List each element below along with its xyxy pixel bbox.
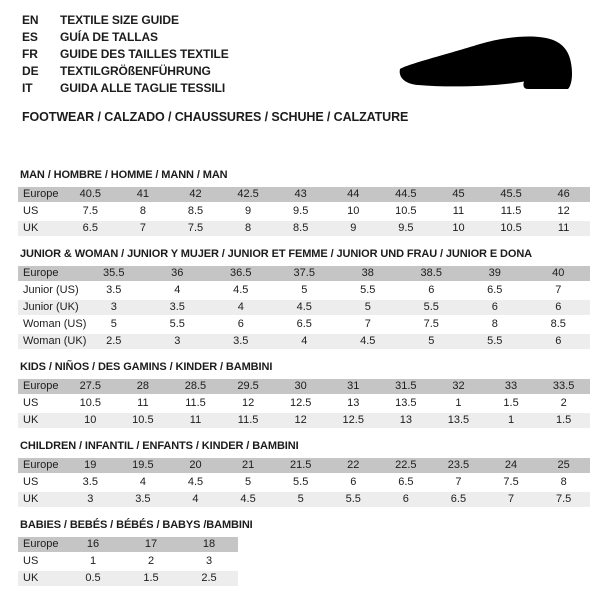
size-cell: 45 [452,188,465,200]
size-cell: 33 [504,380,518,392]
size-cell: 21.5 [289,459,312,471]
size-cell: 30 [294,380,307,392]
size-cell: 3 [87,493,94,505]
size-row [18,458,590,473]
language-line [22,45,229,62]
language-code: ES [22,29,38,44]
size-cell: 22.5 [395,459,417,471]
size-cell: 0.5 [85,572,101,584]
language-code: IT [22,80,33,95]
size-row [18,221,590,236]
size-cell: 6 [428,284,435,296]
size-cell: 7 [455,476,462,488]
size-cell: 6 [237,318,244,330]
row-label: US [23,205,39,217]
table-title-children: CHILDREN / INFANTIL / ENFANTS / KINDER / BAMBINI [20,440,299,452]
size-cell: 31.5 [395,380,417,392]
size-cell: 4.5 [240,493,256,505]
size-table-babies [18,537,238,586]
language-line [22,28,229,45]
size-cell: 6 [402,493,409,505]
size-cell: 5 [245,476,252,488]
size-cell: 9.5 [398,222,414,234]
size-cell: 40.5 [79,188,101,200]
row-label: Europe [23,380,59,392]
size-row [18,334,590,349]
language-line [22,79,229,96]
size-cell: 2.5 [106,335,122,347]
size-cell: 8.5 [187,205,204,217]
language-label: TEXTILE SIZE GUIDE [60,12,179,27]
size-cell: 10 [452,222,465,234]
row-label: US [23,555,39,567]
size-row [18,300,590,315]
size-cell: 29.5 [237,380,259,392]
size-cell: 5 [364,301,371,313]
size-cell: 13 [399,414,412,426]
section-man [18,169,590,236]
size-tables [18,169,590,598]
size-cell: 45.5 [500,188,522,200]
language-label: GUIDE DES TAILLES TEXTILE [60,46,229,61]
size-cell: 17 [144,538,158,550]
size-cell: 40 [552,267,565,279]
size-row [18,537,238,552]
size-cell: 5.5 [293,476,309,488]
size-cell: 2 [560,397,567,409]
size-cell: 8 [560,476,567,488]
row-label: Woman (UK) [23,335,87,347]
row-label: UK [23,222,39,234]
size-cell: 8 [139,205,146,217]
size-cell: 35.5 [103,267,125,279]
size-cell: 5.5 [360,284,376,296]
size-cell: 36.5 [230,267,252,279]
size-cell: 4 [192,493,199,505]
size-cell: 4 [174,284,181,296]
size-cell: 13.5 [395,397,417,409]
size-cell: 4.5 [296,301,312,313]
size-cell: 3.5 [135,493,151,505]
size-cell: 7.5 [187,222,204,234]
size-cell: 6.5 [398,476,414,488]
size-cell: 6.5 [296,318,312,330]
size-cell: 8.5 [293,222,309,234]
language-code: FR [22,46,38,61]
size-cell: 42 [189,188,202,200]
size-cell: 2 [147,555,155,567]
size-cell: 6 [555,335,562,347]
size-table-junior-woman [18,266,590,349]
size-cell: 12 [557,205,570,217]
size-cell: 3 [205,555,213,567]
table-title-man: MAN / HOMBRE / HOMME / MANN / MAN [20,169,228,181]
size-cell: 18 [202,538,216,550]
language-line [22,62,229,79]
size-cell: 37.5 [293,267,315,279]
size-cell: 11.5 [185,397,206,409]
size-cell: 4 [139,476,146,488]
size-cell: 1 [507,414,515,426]
size-cell: 7.5 [555,493,572,505]
size-row [18,266,590,281]
section-kids [18,361,590,428]
size-cell: 3.5 [233,335,249,347]
size-cell: 9 [350,222,357,234]
category-title: FOOTWEAR / CALZADO / CHAUSSURES / SCHUHE / CALZATURE [22,110,409,124]
size-cell: 8.5 [550,318,566,330]
size-cell: 7 [507,493,515,505]
size-cell: 44 [347,188,360,200]
size-cell: 3.5 [169,301,185,313]
size-cell: 24 [504,459,518,471]
language-code: DE [22,63,39,78]
size-cell: 10.5 [395,205,417,217]
size-cell: 33.5 [552,380,575,392]
size-cell: 1.5 [555,414,572,426]
size-cell: 6.5 [487,284,503,296]
row-label: Europe [23,267,59,279]
language-code: EN [22,12,39,27]
size-cell: 7.5 [82,205,98,217]
size-cell: 5.5 [487,335,503,347]
row-label: UK [23,572,39,584]
size-row [18,413,590,428]
table-title-babies: BABIES / BEBÉS / BÉBÉS / BABYS /BAMBINI [20,519,253,531]
language-label: TEXTILGRÖßENFÜHRUNG [60,63,211,78]
size-cell: 12.5 [289,397,312,409]
size-cell: 5 [110,318,117,330]
size-cell: 42.5 [237,188,259,200]
size-cell: 43 [294,188,307,200]
size-cell: 8 [491,318,498,330]
size-cell: 44.5 [395,188,417,200]
size-cell: 41 [136,188,150,200]
size-cell: 1.5 [143,572,159,584]
size-row [18,554,238,569]
size-cell: 4.5 [360,335,376,347]
size-cell: 6 [555,301,562,313]
size-row [18,571,238,586]
size-cell: 13 [347,397,360,409]
size-cell: 7.5 [423,318,439,330]
size-table-children [18,458,590,507]
size-cell: 5 [297,493,304,505]
section-junior-woman [18,248,590,349]
row-label: Junior (US) [23,284,79,296]
size-cell: 28 [136,380,150,392]
size-cell: 12 [294,414,307,426]
size-cell: 10 [84,414,97,426]
size-cell: 46 [557,188,570,200]
row-label: UK [23,493,39,505]
size-cell: 7 [555,284,562,296]
section-babies [18,519,590,586]
section-children [18,440,590,507]
size-cell: 2.5 [201,572,217,584]
size-table-kids [18,379,590,428]
size-cell: 20 [189,459,202,471]
size-row [18,187,590,202]
size-cell: 27.5 [79,380,101,392]
size-cell: 6 [491,301,498,313]
size-cell: 5.5 [345,493,361,505]
size-cell: 7 [364,318,371,330]
size-cell: 19.5 [132,459,154,471]
size-cell: 1 [89,555,97,567]
size-row [18,204,590,219]
size-row [18,492,590,507]
language-label: GUÍA DE TALLAS [60,29,158,44]
size-cell: 11 [452,205,465,217]
size-cell: 4.5 [233,284,249,296]
row-label: Europe [23,188,59,200]
size-cell: 16 [86,538,100,550]
size-cell: 11.5 [500,205,522,217]
size-cell: 5 [301,284,308,296]
size-cell: 32 [452,380,465,392]
size-cell: 5.5 [169,318,185,330]
size-cell: 1.5 [503,397,519,409]
size-cell: 8 [245,222,252,234]
size-cell: 6.5 [82,222,98,234]
size-cell: 3 [110,301,117,313]
size-cell: 9 [245,205,252,217]
size-cell: 4 [237,301,244,313]
size-cell: 7.5 [503,476,519,488]
size-cell: 9.5 [293,205,309,217]
size-cell: 10 [347,205,360,217]
size-cell: 4 [301,335,308,347]
size-cell: 3 [174,335,181,347]
row-label: US [23,476,39,488]
table-title-kids: KIDS / NIÑOS / DES GAMINS / KINDER / BAMBINI [20,361,273,373]
table-title-junior-woman: JUNIOR & WOMAN / JUNIOR Y MUJER / JUNIOR ET FEMME / JUNIOR UND FRAU / JUNIOR E DONA [20,248,533,260]
row-label: Woman (US) [23,318,87,330]
size-cell: 6.5 [450,493,467,505]
size-cell: 6 [350,476,357,488]
size-cell: 38.5 [420,267,442,279]
language-line [22,11,229,28]
size-cell: 12 [241,397,255,409]
size-cell: 3.5 [82,476,98,488]
row-label: Europe [23,538,59,550]
size-cell: 7 [139,222,146,234]
size-row [18,475,590,490]
size-cell: 31 [347,380,360,392]
size-cell: 12.5 [342,414,364,426]
size-cell: 11.5 [237,414,259,426]
size-cell: 4.5 [187,476,204,488]
size-cell: 11 [189,414,202,426]
size-cell: 25 [557,459,570,471]
size-cell: 13.5 [447,414,470,426]
size-cell: 5 [428,335,435,347]
size-cell: 22 [347,459,360,471]
size-cell: 11 [557,222,570,234]
row-label: US [23,397,39,409]
size-cell: 1 [455,397,462,409]
size-cell: 19 [84,459,97,471]
size-row [18,283,590,298]
size-cell: 23.5 [447,459,470,471]
row-label: Junior (UK) [23,301,79,313]
size-cell: 10.5 [132,414,154,426]
size-row [18,317,590,332]
row-label: UK [23,414,39,426]
size-row [18,379,590,394]
language-list [22,11,229,96]
size-cell: 10.5 [500,222,522,234]
size-cell: 11 [137,397,149,409]
size-cell: 28.5 [184,380,207,392]
size-cell: 39 [488,267,501,279]
size-cell: 38 [361,267,374,279]
size-row [18,396,590,411]
size-table-man [18,187,590,236]
size-cell: 10.5 [79,397,101,409]
row-label: Europe [23,459,59,471]
language-label: GUIDA ALLE TAGLIE TESSILI [60,80,226,95]
size-cell: 21 [241,459,255,471]
size-cell: 5.5 [423,301,439,313]
size-cell: 3.5 [106,284,122,296]
shoe-icon [398,36,576,93]
size-cell: 36 [171,267,184,279]
